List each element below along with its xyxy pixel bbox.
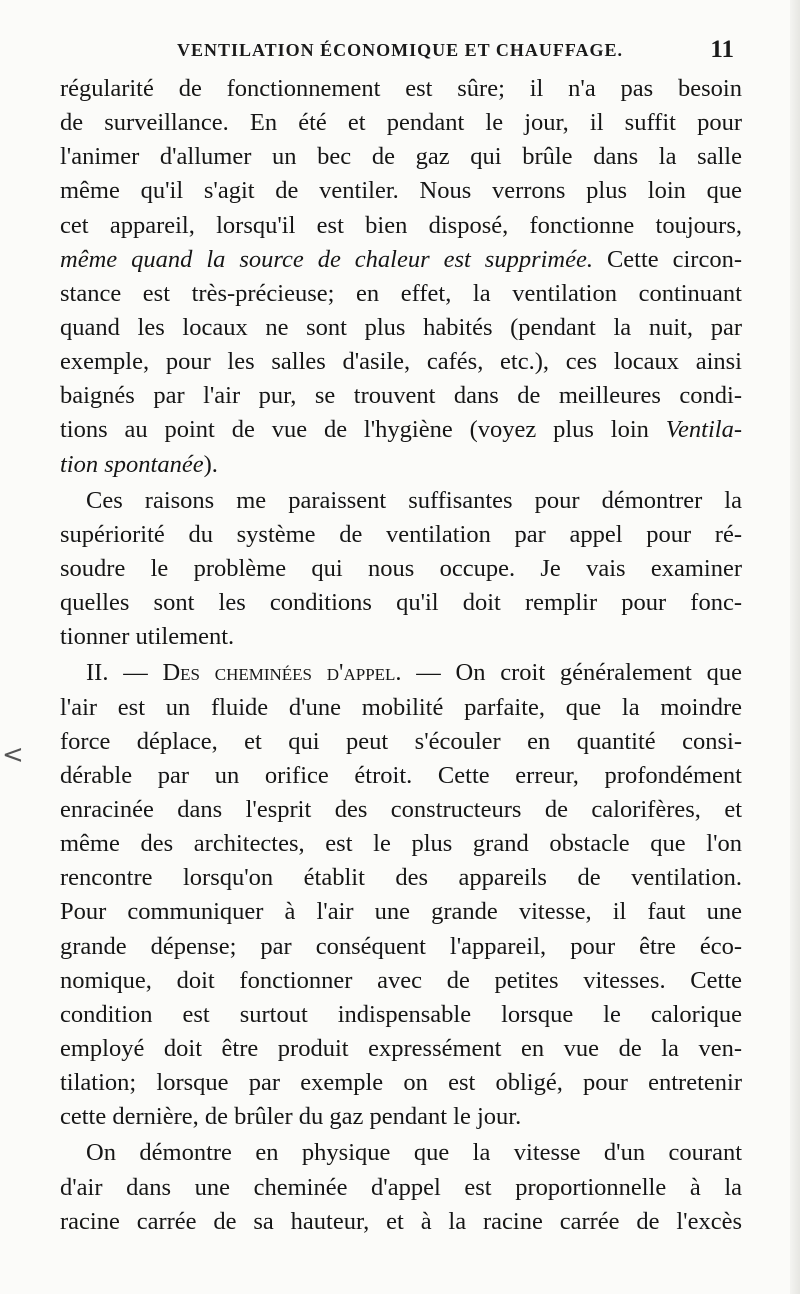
text-span: condition est surtout indispensable lorsque le calorique [60, 1000, 742, 1028]
margin-mark: < [2, 740, 24, 770]
text-span: enracinée dans l'esprit des constructeurs de calorifères, et [60, 795, 742, 823]
text-line [60, 345, 742, 379]
text-span: supériorité du système de ventilation par appel pour ré- [60, 520, 742, 548]
text-span: cet appareil, lorsqu'il est bien disposé, fonctionne toujours, [60, 211, 742, 239]
text-span: l'air est un fluide d'une mobilité parfaite, que la moindre [60, 693, 742, 721]
text-line [60, 484, 742, 518]
scan-edge-shadow [790, 0, 800, 1294]
text-line [60, 1136, 742, 1170]
text-line [60, 691, 742, 725]
text-line [60, 140, 742, 174]
section-heading: Des cheminées d'appel. [162, 659, 402, 687]
text-span: On démontre en physique que la vitesse d'un courant [86, 1139, 742, 1167]
text-line [60, 930, 742, 964]
text-span: l'animer d'allumer un bec de gaz qui brûle dans la salle [60, 143, 742, 171]
text-span: ). [203, 450, 218, 478]
text-span: racine carrée de sa hauteur, et à la racine carrée de l'excès [60, 1207, 742, 1235]
text-line [60, 793, 742, 827]
text-span: même des architectes, est le plus grand obstacle que l'on [60, 830, 742, 858]
text-span: Ces raisons me paraissent suffisantes pour démontrer la [86, 486, 742, 514]
text-line [60, 895, 742, 929]
text-line [60, 413, 742, 447]
text-line [60, 725, 742, 759]
text-span: soudre le problème qui nous occupe. Je vais examiner [60, 554, 742, 582]
text-span: d'air dans une cheminée d'appel est proportionnelle à la [60, 1173, 742, 1201]
text-line [60, 998, 742, 1032]
text-line [60, 518, 742, 552]
text-line [60, 1171, 742, 1205]
text-line [60, 759, 742, 793]
text-line [60, 72, 742, 106]
text-line [60, 277, 742, 311]
text-span: baignés par l'air pur, se trouvent dans de meilleures condi- [60, 382, 742, 410]
text-line [60, 861, 742, 895]
text-line [60, 243, 742, 277]
italic-text: Ventila- [665, 416, 742, 444]
text-line [60, 209, 742, 243]
text-line [60, 379, 742, 413]
text-span: Pour communiquer à l'air une grande vitesse, il faut une [60, 898, 742, 926]
text-line [60, 964, 742, 998]
page-header [60, 34, 740, 74]
text-line [60, 1066, 742, 1100]
text-span: stance est très-précieuse; en effet, la ventilation continuant [60, 279, 742, 307]
text-line [60, 311, 742, 345]
text-line [60, 827, 742, 861]
text-line [60, 620, 742, 654]
text-span: même qu'il s'agit de ventiler. Nous verrons plus loin que [60, 177, 742, 205]
text-span: quand les locaux ne sont plus habités (pendant la nuit, par [60, 313, 742, 341]
text-span: rencontre lorsqu'on établit des appareils de ventilation. [60, 864, 742, 892]
text-span: force déplace, et qui peut s'écouler en quantité consi- [60, 727, 742, 755]
text-span: exemple, pour les salles d'asile, cafés, etc.), ces locaux ainsi [60, 348, 742, 376]
text-span: tions au point de vue de l'hygiène (voyez plus loin [60, 416, 666, 444]
text-span: grande dépense; par conséquent l'appareil, pour être éco- [60, 932, 742, 960]
text-span: nomique, doit fonctionner avec de petites vitesses. Cette [60, 966, 742, 994]
page-number: 11 [710, 36, 734, 63]
text-span: Cette circon- [592, 245, 742, 273]
text-line [60, 1100, 742, 1134]
text-span: quelles sont les conditions qu'il doit remplir pour fonc- [60, 589, 742, 617]
text-span: tionner utilement. [60, 623, 235, 651]
text-span: cette dernière, de brûler du gaz pendant le jour. [60, 1103, 522, 1131]
text-line [60, 1205, 742, 1239]
text-span: de surveillance. En été et pendant le jour, il suffit pour [60, 109, 742, 137]
italic-text: même quand la source de chaleur est supprimée. [60, 245, 593, 273]
text-span: employé doit être produit expressément en vue de la ven- [60, 1034, 742, 1062]
italic-text: tion spontanée [60, 450, 204, 478]
running-head: VENTILATION ÉCONOMIQUE ET CHAUFFAGE. [176, 40, 624, 60]
text-span: tilation; lorsque par exemple on est obligé, pour entretenir [60, 1069, 742, 1097]
text-span: dérable par un orifice étroit. Cette erreur, profondément [60, 761, 742, 789]
text-line [60, 552, 742, 586]
text-line [60, 106, 742, 140]
body-text [60, 72, 742, 1239]
text-span: régularité de fonctionnement est sûre; il n'a pas besoin [60, 75, 742, 102]
text-line [60, 448, 742, 482]
text-line [60, 1032, 742, 1066]
text-span: II. — [86, 659, 163, 687]
text-span: — On croit généralement que [401, 659, 742, 687]
text-line [60, 586, 742, 620]
text-line [60, 656, 742, 690]
text-line [60, 174, 742, 208]
